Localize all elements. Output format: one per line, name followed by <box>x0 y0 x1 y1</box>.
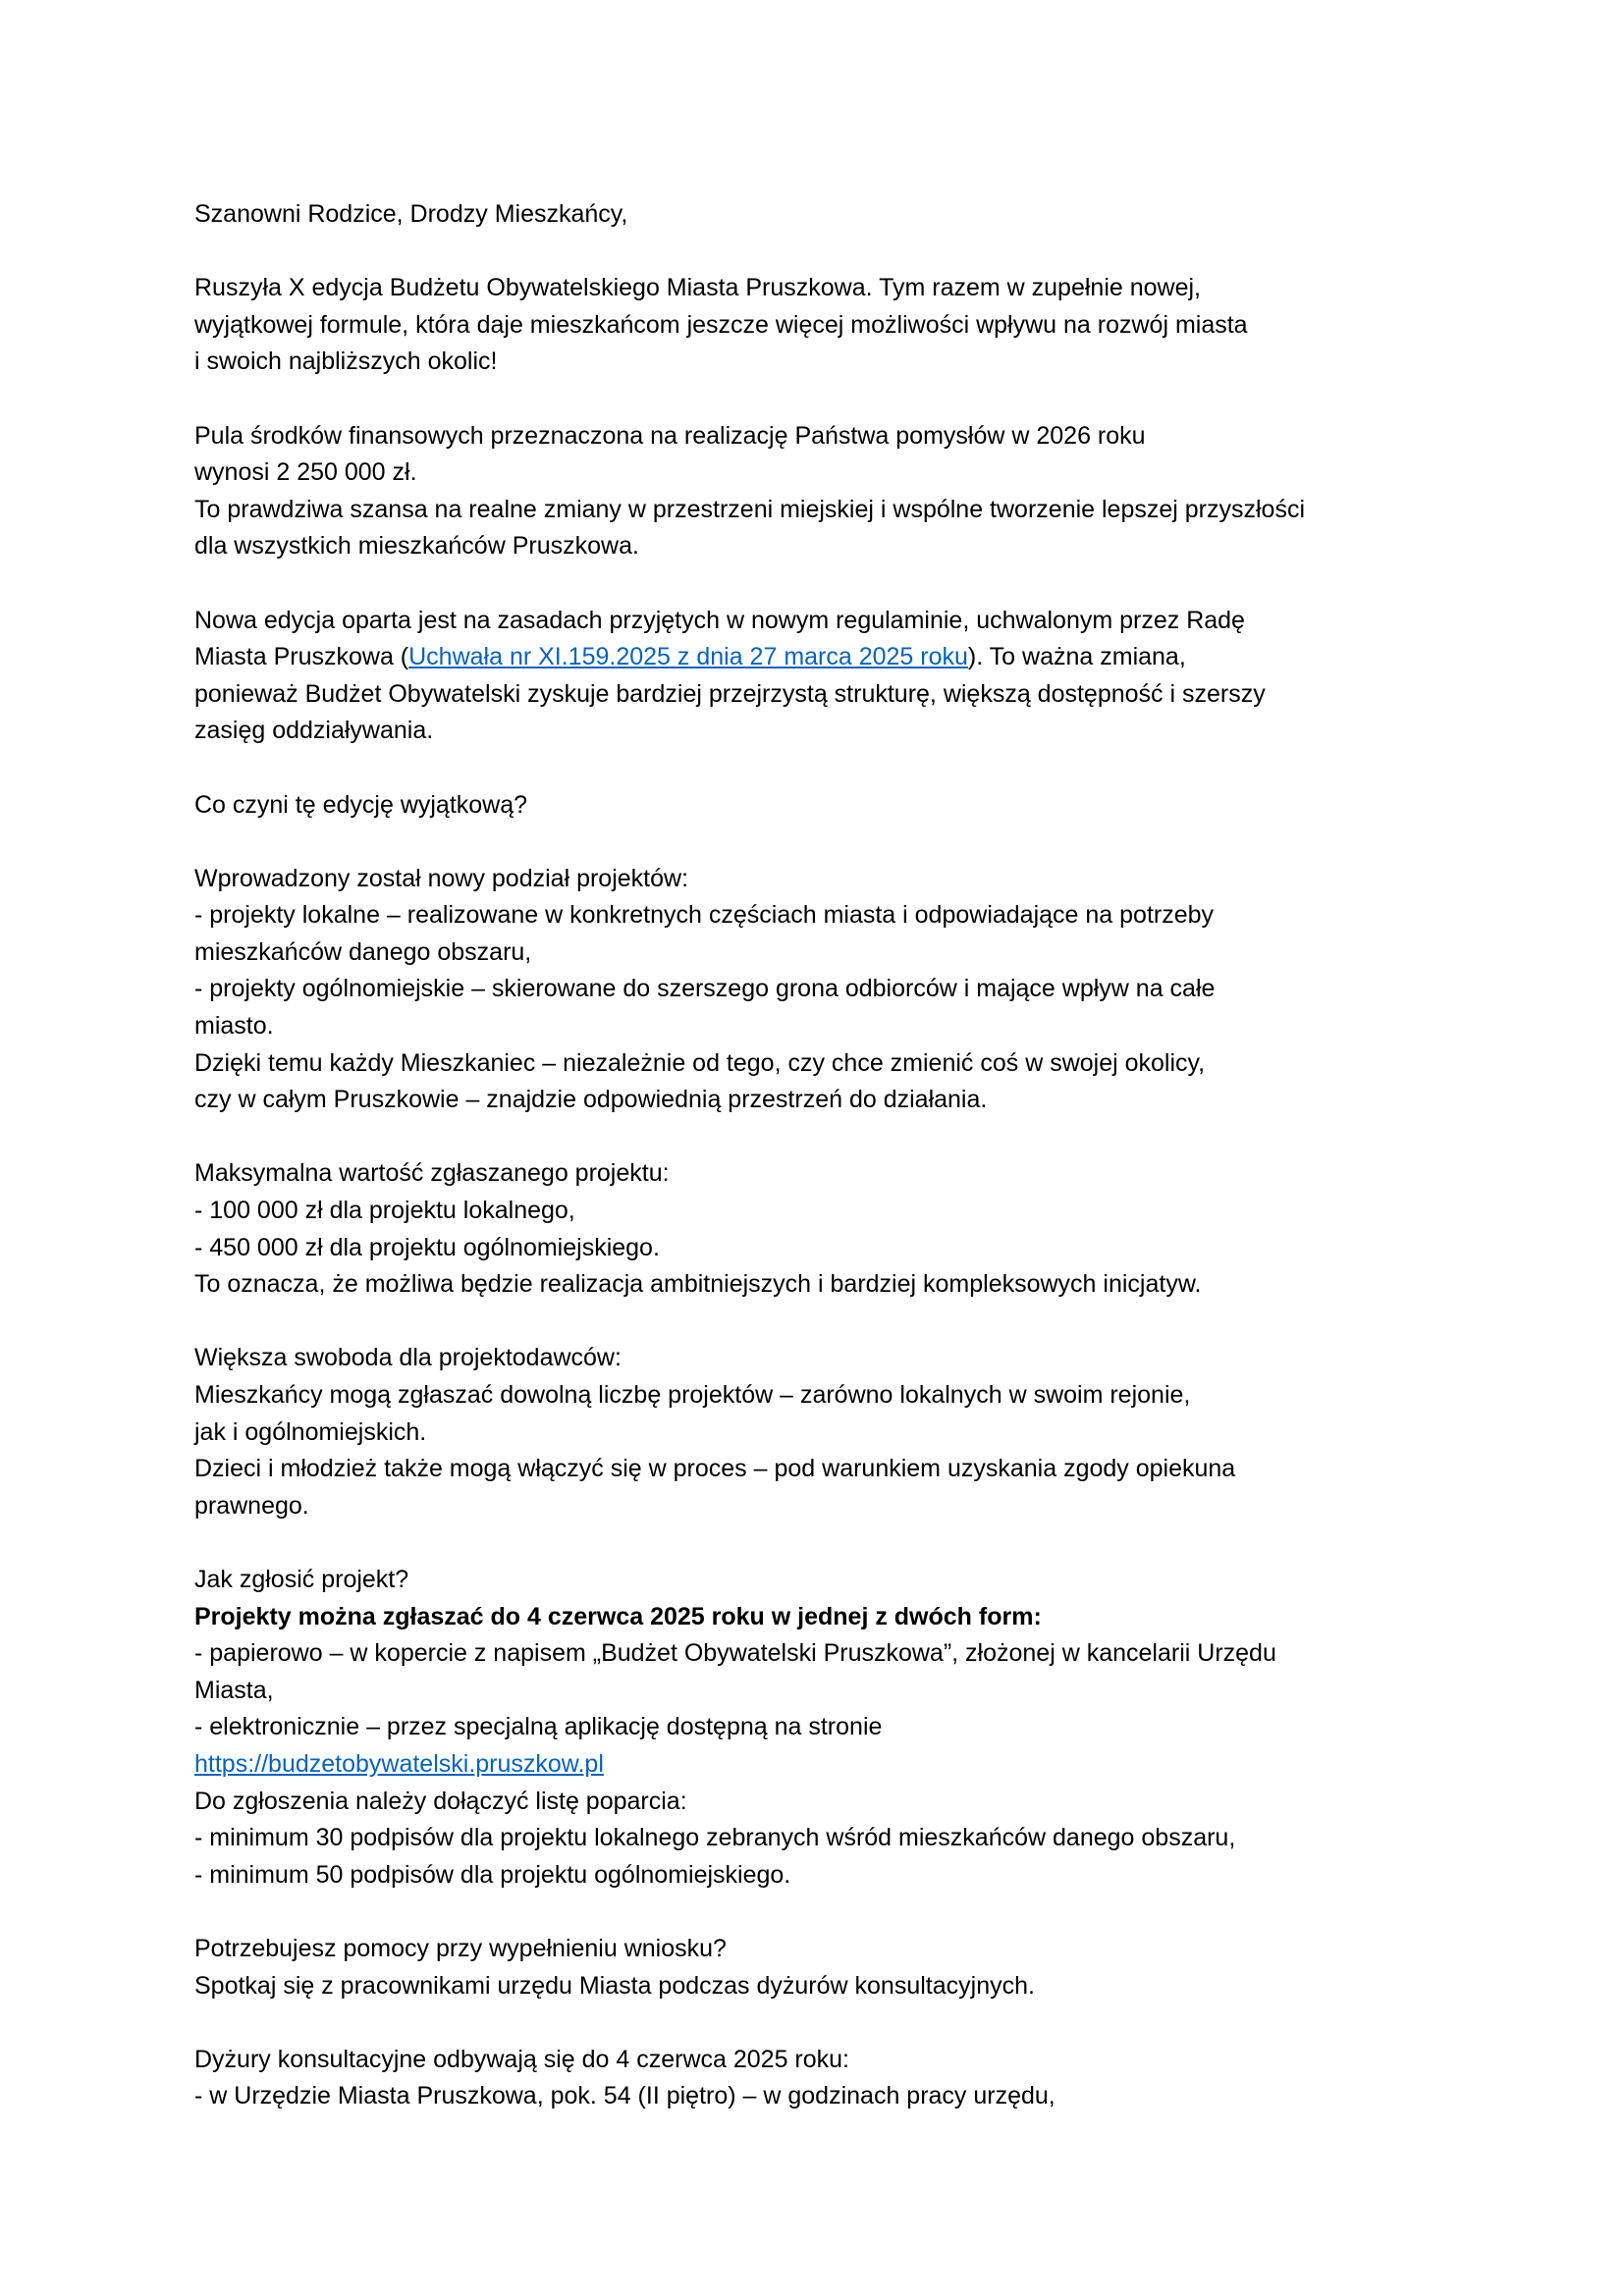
max-value-line-1: Maksymalna wartość zgłaszanego projektu: <box>194 1159 670 1188</box>
submit-line-4: Miasta, <box>194 1676 274 1704</box>
paragraph-gap <box>194 2004 1471 2042</box>
intro-line-1: Ruszyła X edycja Budżetu Obywatelskiego Miasta Pruszkowa. Tym razem w zupełnie nowej, <box>194 274 1201 302</box>
max-value-line-2: - 100 000 zł dla projektu lokalnego, <box>194 1197 575 1225</box>
duty-line-1: Dyżury konsultacyjne odbywają się do 4 czerwca 2025 roku: <box>194 2045 850 2073</box>
funds-line-2: wynosi 2 250 000 zł. <box>194 458 417 487</box>
division-line-5: miasto. <box>194 1012 274 1041</box>
max-value-line-3: - 450 000 zł dla projektu ogólnomiejskiego. <box>194 1233 660 1261</box>
rules-line-1: Nowa edycja oparta jest na zasadach przyjętych w nowym regulaminie, uchwalonym przez Radę <box>194 606 1245 634</box>
freedom-line-1: Większa swoboda dla projektodawców: <box>194 1344 622 1372</box>
rules-line-2-after: ). To ważna zmiana, <box>967 643 1186 671</box>
division-line-4: - projekty ogólnomiejskie – skierowane do szerszego grona odbiorców i mające wpływ na całe <box>194 975 1216 1003</box>
budget-website-link[interactable]: https://budzetobywatelski.pruszkow.pl <box>194 1749 604 1778</box>
unique-heading: Co czyni tę edycję wyjątkową? <box>194 790 528 819</box>
division-line-3: mieszkańców danego obszaru, <box>194 937 532 966</box>
resolution-link[interactable]: Uchwała nr XI.159.2025 z dnia 27 marca 2025 roku <box>408 643 968 671</box>
intro-line-3: i swoich najbliższych okolic! <box>194 347 498 376</box>
submit-line-3: - papierowo – w kopercie z napisem „Budżet Obywatelski Pruszkowa”, złożonej w kancelarii Urzędu <box>194 1639 1276 1668</box>
paragraph-gap <box>194 565 1471 603</box>
paragraph-gap <box>194 750 1471 787</box>
submit-deadline: Projekty można zgłaszać do 4 czerwca 2025 roku w jednej z dwóch form: <box>194 1602 1042 1630</box>
paragraph-gap <box>194 824 1471 861</box>
duty-line-2: - w Urzędzie Miasta Pruszkowa, pok. 54 (II piętro) – w godzinach pracy urzędu, <box>194 2082 1056 2110</box>
intro-line-2: wyjątkowej formule, która daje mieszkańcom jeszcze więcej możliwości wpływu na rozwój miasta <box>194 310 1248 339</box>
rules-line-4: zasięg oddziaływania. <box>194 717 434 745</box>
paragraph-gap <box>194 1894 1471 1931</box>
rules-line-2-before: Miasta Pruszkowa ( <box>194 643 409 671</box>
freedom-line-3: jak i ogólnomiejskich. <box>194 1417 427 1446</box>
paragraph-gap <box>194 234 1471 271</box>
freedom-line-4: Dzieci i młodzież także mogą włączyć się w proces – pod warunkiem uzyskania zgody opiekuna <box>194 1455 1236 1483</box>
paragraph-gap <box>194 1119 1471 1156</box>
division-line-2: - projekty lokalne – realizowane w konkretnych częściach miasta i odpowiadające na potrzeby <box>194 901 1215 930</box>
rules-line-3: ponieważ Budżet Obywatelski zyskuje bardziej przejrzystą strukturę, większą dostępność i szerszy <box>194 679 1266 708</box>
rules-line-2 <box>194 639 1471 676</box>
submit-line-5: - elektronicznie – przez specjalną aplikację dostępną na stronie <box>194 1713 883 1741</box>
submit-line-1: Jak zgłosić projekt? <box>194 1565 409 1593</box>
submit-line-7: Do zgłoszenia należy dołączyć listę poparcia: <box>194 1787 687 1815</box>
division-line-1: Wprowadzony został nowy podział projektów: <box>194 864 689 892</box>
funds-line-1: Pula środków finansowych przeznaczona na realizację Państwa pomysłów w 2026 roku <box>194 421 1146 450</box>
funds-line-4: dla wszystkich mieszkańców Pruszkowa. <box>194 532 639 561</box>
paragraph-gap <box>194 1304 1471 1341</box>
help-line-1: Potrzebujesz pomocy przy wypełnieniu wniosku? <box>194 1934 727 1962</box>
division-line-6: Dzięki temu każdy Mieszkaniec – niezależnie od tego, czy chce zmienić coś w swojej okolicy, <box>194 1048 1206 1077</box>
max-value-line-4: To oznacza, że możliwa będzie realizacja ambitniejszych i bardziej kompleksowych inicjatyw. <box>194 1270 1202 1299</box>
paragraph-gap <box>194 1524 1471 1562</box>
paragraph-gap <box>194 381 1471 418</box>
division-line-7: czy w całym Pruszkowie – znajdzie odpowiednią przestrzeń do działania. <box>194 1086 988 1114</box>
greeting: Szanowni Rodzice, Drodzy Mieszkańcy, <box>194 200 628 228</box>
help-line-2: Spotkaj się z pracownikami urzędu Miasta podczas dyżurów konsultacyjnych. <box>194 1971 1035 2000</box>
freedom-line-5: prawnego. <box>194 1491 309 1520</box>
letter-body <box>194 196 1471 2115</box>
submit-line-9: - minimum 50 podpisów dla projektu ogólnomiejskiego. <box>194 1860 791 1889</box>
submit-line-8: - minimum 30 podpisów dla projektu lokalnego zebranych wśród mieszkańców danego obszaru, <box>194 1824 1236 1852</box>
submit-line-6 <box>194 1746 1471 1784</box>
freedom-line-2: Mieszkańcy mogą zgłaszać dowolną liczbę projektów – zarówno lokalnych w swoim rejonie, <box>194 1381 1191 1409</box>
funds-line-3: To prawdziwa szansa na realne zmiany w przestrzeni miejskiej i wspólne tworzenie lepszej przyszłości <box>194 495 1306 523</box>
